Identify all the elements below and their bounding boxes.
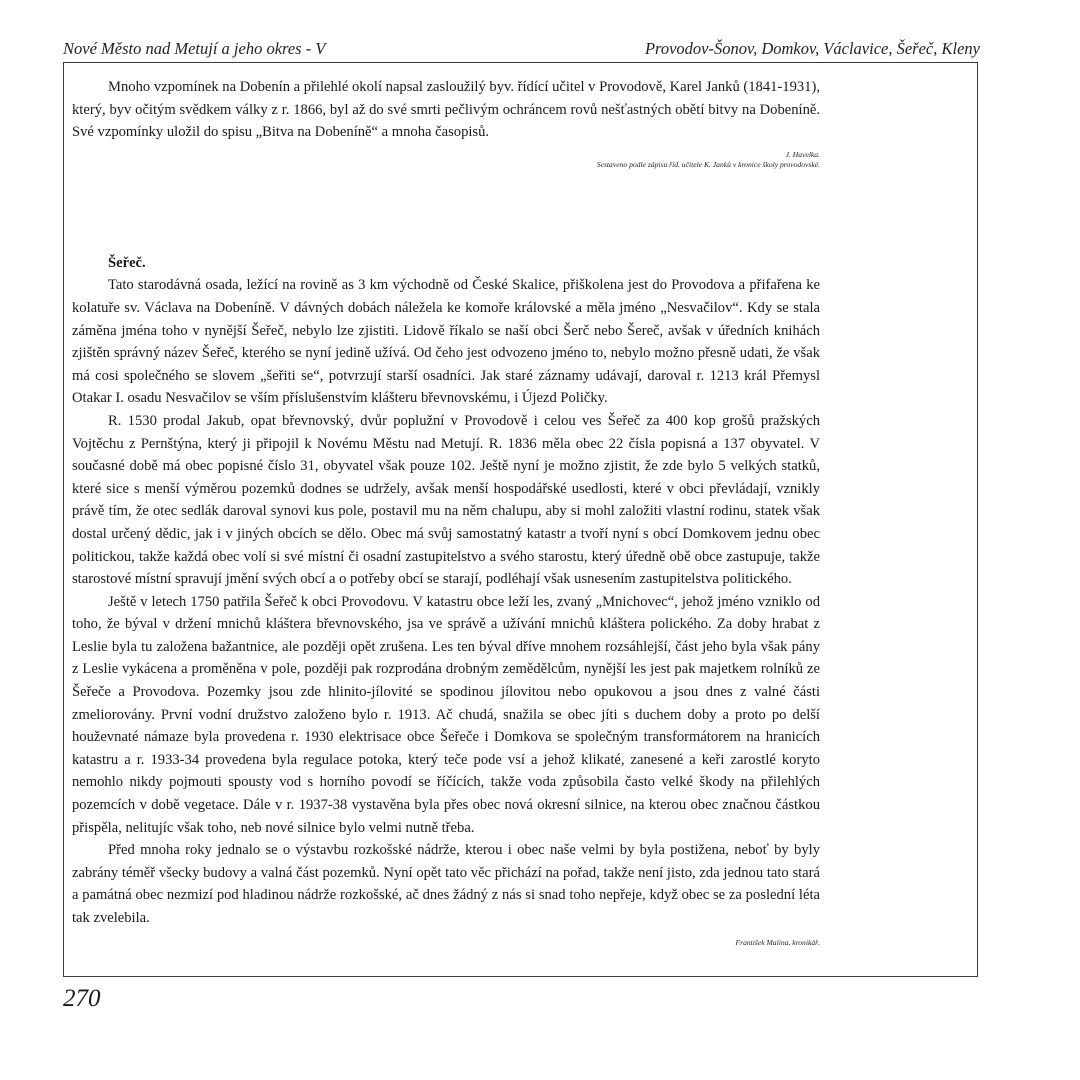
section-signature: František Malina, kronikář. xyxy=(735,937,820,947)
section-title: Šeřeč. xyxy=(108,254,146,271)
intro-paragraph: Mnoho vzpomínek na Dobenín a přilehlé okolí napsal zasloužilý byv. řídící učitel v Provodově, Karel Janků (1841-1931), který, byv očitým svědkem války z r. 1866, byl až do své smrti pečlivým ochráncem rovů nešťastných obětí bitvy na Dobeníně. Své vzpomínky uložil do spisu „Bitva na Dobeníně“ a mnoha časopisů. xyxy=(72,79,820,141)
intro-source-note: Sestaveno podle zápisu říd. učitele K. Janků v kronice školy provodovské. xyxy=(596,159,820,169)
header-chapter-title: Provodov-Šonov, Domkov, Václavice, Šeřeč, Kleny xyxy=(644,39,980,58)
page-number: 270 xyxy=(63,985,101,1012)
intro-signature: J. Havelka. xyxy=(785,149,820,159)
section-paragraph: Ještě v letech 1750 patřila Šeřeč k obci Provodovu. V katastru obce leží les, zvaný „Mnichovec“, jehož jméno vzniklo od toho, že býval v držení mnichů kláštera břevnovského, jsa ve správě a užívání mnichů kláštera polického. Za doby hrabat z Leslie byla tu založena bažantnice, ale později opět zrušena. Les ten býval dříve mnohem rozsáhlejší, část jeho byla však pány z Leslie vykácena a proměněna v pole, později pak rozprodána drobným zemědělcům, nynější les jest pak majetkem rolníků ze Šeřeče a Provodova. Pozemky jsou zde hlinito-jílovité se spodinou jílovitou nebo opukovou a jsou dnes z valné části zmeliorovány. První vodní družstvo založeno bylo r. 1913. Ač chudá, snažila se obec jíti s duchem doby a proto po delší houževnaté námaze byla provedena r. 1930 elektrisace obce Šeřeče i Domkova se společným transformátorem na hranicích katastru a r. 1933-34 provedena byla regulace potoka, který teče pode vsí a jehož klikaté, zanesené a keři zarostlé koryto nemohlo nikdy pojmouti spousty vod s horního povodí se říčících, takže voda způsobila často velké škody na přilehlých pozemcích v době vegetace. Dále v r. 1937-38 vystavěna byla přes obec nová okresní silnice, na kterou obec značnou částkou přispěla, nelitujíc však toho, neb nové silnice bylo velmi nutně třeba. xyxy=(72,593,820,836)
section-paragraph: R. 1530 prodal Jakub, opat břevnovský, dvůr poplužní v Provodově i celou ves Šeřeč za 400 kop grošů pražských Vojtěchu z Pernštýna, který ji připojil k Novému Městu nad Metují. R. 1836 měla obec 22 čísla popisná a 137 obyvatel. V současné době má obec popisné číslo 31, obyvatel však pouze 102. Ještě nyní je možno zjistit, že zde bylo 5 velkých statků, které sice s menší výměrou pozemků dodnes se udržely, avšak menší hospodářské usedlosti, které v obci převládají, vznikly právě tím, že otec sedlák daroval synovi kus pole, postavil mu na něm chalupu, aby si mohl založiti vlastní rodinu, statek však dostal určený dědic, jak i v jiných obcích se dělo. Obec má svůj samostatný katastr a tvoří nyní s obcí Domkovem jednu obec politickou, takže každá obec volí si své místní či osadní zastupitelstvo a svého starostu, který úředně obě obce zastupuje, takže starostové místní spravují jmění svých obcí a o potřeby obcí se starají, podléhají však usnesením zastupitelstva politického. xyxy=(72,412,820,588)
section-paragraph: Před mnoha roky jednalo se o výstavbu rozkošské nádrže, kterou i obec naše velmi by byla postižena, neboť by byly zabrány téměř všecky budovy a valná část pozemků. Nyní opět tato věc přichází na pořad, takže není jisto, zda jednou tato stará a památná obec nezmizí pod hladinou nádrže rozkošské, ač dnes žádný z nás si snad toho nepřeje, když obec se za poslední léta tak zvelebila. xyxy=(72,842,820,926)
running-header xyxy=(63,38,980,60)
header-book-title: Nové Město nad Metují a jeho okres - V xyxy=(63,39,326,58)
section-paragraph: Tato starodávná osada, ležící na rovině as 3 km východně od České Skalice, přiškolena jest do Provodova a přifařena ke kolatuře sv. Václava na Dobeníně. V dávných dobách náležela ke komoře královské a měla jméno „Nesvačilov“. Kdy se stala záměna jména toho v nynější Šeřeč, nebylo lze zjistiti. Lidově říkalo se naší obci Šerč nebo Šereč, avšak v úředních knihách zjištěn správný název Šeřeč, kterého se nyní jedině užívá. Od čeho jest odvozeno jméno to, nebylo možno přesně udati, že však má cosi společného se slovem „šeřiti se“, potvrzují starší osadníci. Jak staré záznamy udávají, daroval r. 1213 král Přemysl Otakar I. osadu Nesvačilov se vším příslušenstvím klášteru břevnovskému, i Újezd Poličky. xyxy=(72,277,820,407)
page-content xyxy=(72,76,820,948)
